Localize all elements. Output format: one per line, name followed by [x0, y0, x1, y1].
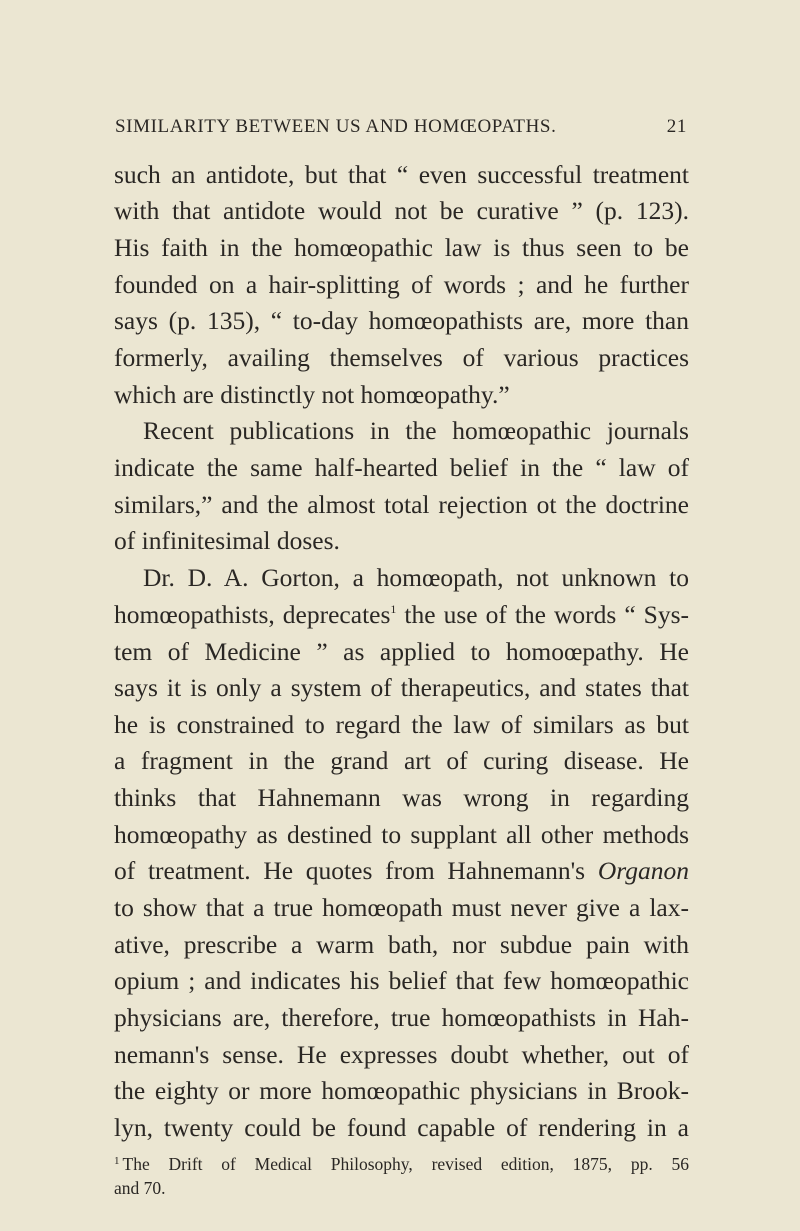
text-line: tem of Medicine ” as applied to homoœpathy. He: [114, 637, 689, 666]
text-line: such an antidote, but that “ even successful treatment: [114, 160, 689, 189]
footnote-marker: 1: [114, 1155, 120, 1167]
running-title: SIMILARITY BETWEEN US AND HOMŒOPATHS.: [115, 116, 557, 137]
text-line: His faith in the homœopathic law is thus seen to be: [114, 233, 689, 262]
text-line: of infinitesimal doses.: [114, 526, 340, 555]
text-line: lyn, twenty could be found capable of rendering in a: [114, 1113, 689, 1142]
text-line: physicians are, therefore, true homœopathists in Hah-: [114, 1003, 689, 1032]
book-title-organon: Organon: [597, 856, 689, 885]
page-number: 21: [666, 116, 687, 137]
text-line: which are distinctly not homœopathy.”: [114, 380, 510, 409]
text-segment: the use of the words “ Sys-: [396, 600, 689, 629]
text-line: thinks that Hahnemann was wrong in regarding: [114, 783, 689, 812]
text-line: opium ; and indicates his belief that few homœopathic: [114, 966, 689, 995]
text-line: [114, 600, 689, 630]
text-line: formerly, availing themselves of various practices: [114, 343, 689, 372]
text-line: founded on a hair-splitting of words ; and he further: [114, 270, 689, 299]
text-line: with that antidote would not be curative ” (p. 123).: [114, 196, 689, 225]
text-line: to show that a true homœopath must never give a lax-: [114, 893, 689, 922]
text-line: Recent publications in the homœopathic journals: [143, 416, 689, 445]
text-segment: of treatment. He quotes from Hahnemann's: [114, 856, 598, 885]
text-line: homœopathy as destined to supplant all other methods: [114, 820, 689, 849]
text-line: says (p. 135), “ to-day homœopathists are, more than: [114, 306, 689, 335]
text-line: indicate the same half-hearted belief in the “ law of: [114, 453, 689, 482]
text-line: says it is only a system of therapeutics, and states that: [114, 673, 689, 702]
text-line: he is constrained to regard the law of similars as but: [114, 710, 689, 739]
text-line: similars,” and the almost total rejection ot the doctrine: [114, 490, 689, 519]
running-header: [115, 116, 687, 138]
text-line: nemann's sense. He expresses doubt whether, out of: [114, 1040, 689, 1069]
footnote-reference: 1: [390, 602, 397, 616]
text-line: a fragment in the grand art of curing disease. He: [114, 746, 689, 775]
text-segment: homœopathists, deprecates: [114, 600, 391, 629]
text-line: [114, 856, 689, 886]
text-line: the eighty or more homœopathic physicians in Brook-: [114, 1076, 689, 1105]
text-line: Dr. D. A. Gorton, a homœopath, not unknown to: [143, 563, 689, 592]
footnote-line: and 70.: [114, 1178, 166, 1198]
footnote-text: The Drift of Medical Philosophy, revised edition, 1875, pp. 56: [122, 1154, 689, 1174]
text-line: ative, prescribe a warm bath, nor subdue pain with: [114, 930, 689, 959]
footnote-line: [114, 1154, 689, 1175]
